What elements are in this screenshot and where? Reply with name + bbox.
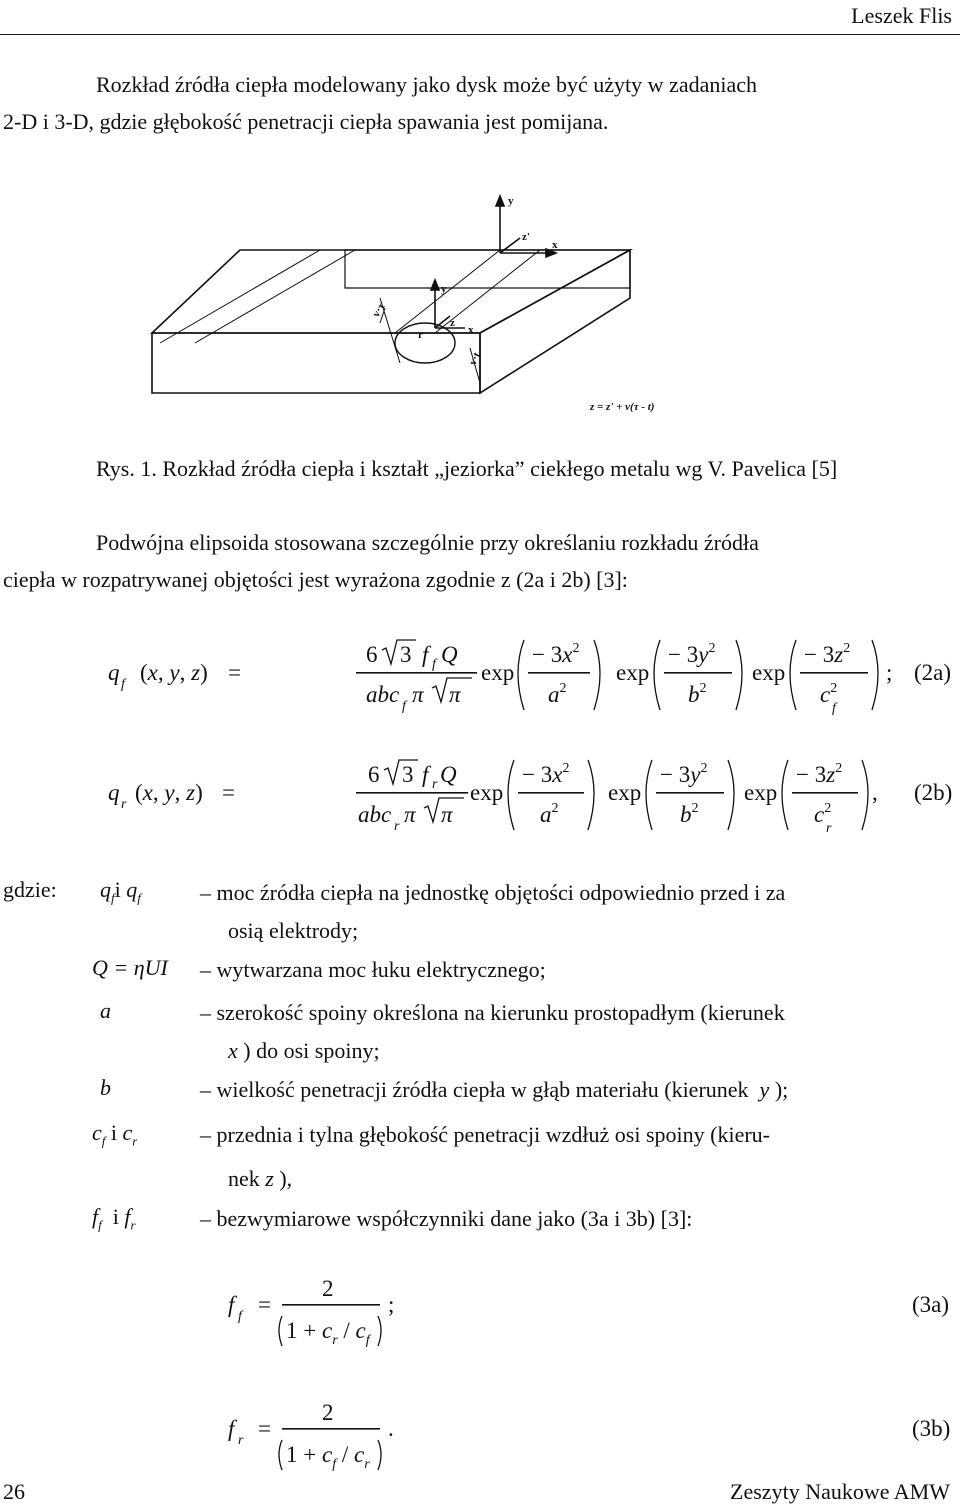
svg-text:π: π — [404, 802, 416, 827]
svg-text:π: π — [441, 802, 453, 827]
label-vt2: v·t — [466, 350, 484, 368]
equation-3b — [0, 1392, 960, 1482]
sym-a: a — [100, 998, 111, 1023]
svg-text:c2: $c^2$ — [814, 801, 832, 827]
svg-text:r: r — [238, 1433, 244, 1448]
sym-cf-cr: $c_f$ i $c_r$ — [92, 1120, 138, 1149]
svg-text:− 3x2: − $3x^2$ — [532, 641, 580, 667]
def3-cont: x ) do osi spoiny; — [228, 1038, 380, 1063]
svg-text:6: 6 — [366, 642, 378, 667]
svg-text:f: f — [121, 677, 125, 692]
svg-text:exp: exp — [608, 780, 642, 805]
svg-text:=: = — [228, 660, 241, 685]
plate-side-face — [480, 250, 630, 393]
svg-text:r: r — [826, 821, 832, 836]
svg-text:=: = — [258, 1416, 271, 1441]
svg-text:exp: exp — [744, 780, 778, 805]
svg-text:1 + cr / cf: $1 + c_r / c_f$ — [286, 1318, 370, 1348]
def1-text: – moc źródła ciepła na jednostkę objętości odpowiednio przed i za — [200, 880, 786, 905]
svg-text:q: q — [108, 780, 120, 805]
svg-text:;: ; — [388, 1292, 395, 1317]
svg-text:f: f — [402, 699, 406, 714]
para2-line-2: ciepła w rozpatrywanej objętości jest wyrażona zgodnie z (2a i 2b) [3]: — [3, 567, 628, 592]
footer-journal: Zeszyty Naukowe AMW — [730, 1479, 950, 1504]
svg-text:f: f — [238, 1309, 242, 1324]
svg-text:exp: exp — [481, 660, 515, 685]
svg-text:(x, y, z): (x, y, z) — [135, 780, 203, 805]
svg-text:2: 2 — [322, 1276, 334, 1301]
svg-text:Q: Q — [441, 642, 458, 667]
label-z-prime: z' — [522, 231, 530, 243]
svg-text:− 3z2: − $3z^2$ — [796, 761, 843, 787]
figure-caption: Rys. 1. Rozkład źródła ciepła i kształt „jeziorka” ciekłego metalu wg V. Pavelica [5] — [96, 456, 838, 481]
def5-cont: nek z ), — [228, 1166, 293, 1191]
label-vt1: v·τ — [370, 301, 388, 320]
svg-text:,: , — [872, 780, 878, 805]
def4-text: – wielkość penetracji źródła ciepła w głąb materiału (kierunek y ); — [200, 1077, 789, 1102]
svg-text:− 3z2: − $3z^2$ — [804, 641, 851, 667]
running-header-author: Leszek Flis — [851, 3, 952, 28]
svg-text:π: π — [412, 682, 424, 707]
defs-gdzie: gdzie: — [3, 877, 57, 902]
intro-line-2: 2-D i 3-D, gdzie głębokość penetracji ciepła spawania jest pomijana. — [3, 109, 609, 134]
label-x-mid: x — [468, 324, 474, 336]
eq3a-number: (3a) — [912, 1292, 950, 1317]
svg-text:f: f — [228, 1292, 235, 1317]
svg-text:b2: $b^2$ — [680, 801, 699, 827]
svg-text:a2: $a^2$ — [540, 801, 559, 827]
def6-text: – bezwymiarowe współczynniki dane jako (3a i 3b) [3]: — [200, 1206, 693, 1231]
footer-page-number: 26 — [3, 1479, 25, 1504]
svg-text:=: = — [258, 1292, 271, 1317]
svg-text:f: f — [832, 701, 836, 716]
def1-cont: osią elektrody; — [228, 918, 359, 943]
svg-text:Q: Q — [440, 762, 457, 787]
svg-text:q: q — [108, 660, 120, 685]
label-y-top: y — [508, 195, 514, 207]
svg-text:;: ; — [886, 660, 893, 685]
svg-text:r: r — [432, 777, 438, 792]
label-z-mid: z — [450, 317, 455, 329]
label-x-top: x — [552, 239, 558, 251]
label-y-mid: y — [441, 283, 447, 295]
svg-text:− 3y2: − $3y^2$ — [668, 641, 716, 667]
label-formula: z = z' + v(τ - t) — [590, 401, 655, 413]
svg-text:abc: abc — [358, 802, 392, 827]
svg-text:abc: abc — [366, 682, 400, 707]
svg-text:b2: $b^2$ — [688, 681, 707, 707]
eq2a-number: (2a) — [914, 660, 952, 685]
figure-heat-source-diagram — [150, 188, 690, 428]
weld-pool-ellipse — [395, 323, 455, 363]
svg-text:exp: exp — [470, 780, 504, 805]
sym-Q: Q = ηUI — [92, 955, 168, 980]
svg-text:r: r — [394, 819, 400, 834]
intro-line-1: Rozkład źródła ciepła modelowany jako dysk może być użyty w zadaniach — [96, 72, 757, 97]
equation-2b — [0, 742, 960, 842]
svg-text:6: 6 — [368, 762, 380, 787]
svg-text:exp: exp — [752, 660, 786, 685]
svg-text:exp: exp — [616, 660, 650, 685]
equation-3a — [0, 1268, 960, 1358]
svg-text:2: 2 — [322, 1400, 334, 1425]
svg-text:f: f — [422, 642, 429, 667]
para2-line-1: Podwójna elipsoida stosowana szczególnie przy określaniu rozkładu źródła — [96, 530, 759, 555]
equation-2a — [0, 622, 960, 722]
svg-text:f: f — [422, 762, 429, 787]
svg-text:1 + cf / cr: $1 + c_f / c_r$ — [286, 1442, 370, 1472]
svg-text:3: 3 — [402, 762, 414, 787]
sym-qf-qr: $q_fi$ $q_f$ — [100, 877, 141, 906]
svg-text:− 3y2: − $3y^2$ — [660, 761, 708, 787]
svg-text:(x, y, z): (x, y, z) — [140, 660, 208, 685]
header-rule — [0, 34, 960, 35]
svg-text:3: 3 — [400, 642, 412, 667]
eq3b-number: (3b) — [912, 1416, 951, 1441]
def2-text: – wytwarzana moc łuku elektrycznego; — [200, 957, 546, 982]
svg-text:f: f — [432, 657, 436, 672]
svg-text:f: f — [228, 1416, 235, 1441]
sym-ff-fr: $f_f$ i $f_r$ — [92, 1204, 136, 1233]
label-r: r — [418, 329, 423, 341]
sym-b: b — [100, 1075, 111, 1100]
svg-text:=: = — [222, 780, 235, 805]
def3-text: – szerokość spoiny określona na kierunku prostopadłym (kierunek — [200, 1000, 785, 1025]
svg-text:π: π — [449, 682, 461, 707]
plate-top-face — [152, 250, 630, 333]
svg-text:.: . — [388, 1416, 394, 1441]
svg-text:a2: $a^2$ — [548, 681, 567, 707]
eq2b-number: (2b) — [914, 780, 953, 805]
svg-text:− 3x2: − $3x^2$ — [522, 761, 570, 787]
svg-text:r: r — [121, 797, 127, 812]
svg-text:c2: $c^2$ — [820, 681, 838, 707]
def5-text: – przednia i tylna głębokość penetracji wzdłuż osi spoiny (kieru- — [200, 1122, 770, 1147]
